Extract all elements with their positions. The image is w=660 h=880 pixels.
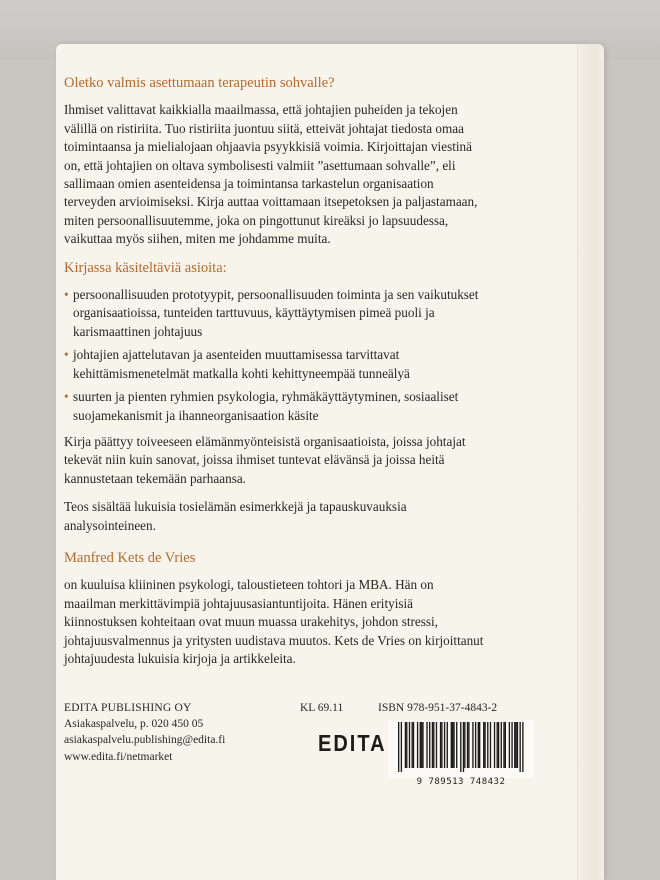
- barcode-bar: [421, 722, 422, 768]
- barcode-bar: [484, 722, 485, 768]
- barcode-bar: [503, 722, 504, 768]
- intro-paragraph: Ihmiset valittavat kaikkialla maailmassa, että johtajien puheiden ja tekojen välillä on ristiriita. Tuo ristiriita juontuu siitä, etteivät johtajat tiedosta omaa toimintaansa ja mielialojaan ohjaavia psyykkisiä voimia. Kirjoittajan viestinä on, että johtajien on oltava symbolisesti valmiit ”asettumaan sohvalle”, eli sallimaan omien asenteidensa ja toimintansa tarkastelun organisaation terveyden arvioimiseksi. Kirja auttaa voittamaan itsepetoksen ja paljastamaan, miten persoonallisuutemme, joka on pingottunut kireäksi jo lapsuudessa, vaikuttaa myös siihen, miten me johdamme muita.: [64, 102, 478, 247]
- barcode-bar: [405, 722, 406, 768]
- barcode-bar: [453, 722, 454, 768]
- barcode-bar: [472, 722, 473, 768]
- publisher-web: www.edita.fi/netmarket: [64, 750, 173, 763]
- barcode-bar: [444, 722, 445, 768]
- barcode-bar: [429, 722, 430, 768]
- barcode-bar: [478, 722, 479, 768]
- list-item-text: johtajien ajattelutavan ja asenteiden muuttamisessa tarvittavat kehittämismenetelmät matkalla kohti kehittyneempää tunneälyä: [73, 347, 410, 381]
- ending-paragraph: Kirja päättyy toiveeseen elämänmyönteisistä organisaatioista, joissa johtajat tekevät niin kuin sanovat, joissa ihmiset tuntevat elävänsä ja joissa heitä kannustetaan tekemään parhaansa.: [64, 433, 466, 486]
- edita-logo: EDITA: [318, 731, 387, 757]
- barcode-bar: [460, 722, 461, 772]
- isbn-number: ISBN 978-951-37-4843-2: [378, 702, 498, 714]
- barcode-bar: [494, 722, 495, 768]
- barcode-bar: [426, 722, 427, 768]
- barcode-bar: [440, 722, 441, 768]
- barcode-bar: [432, 722, 433, 768]
- barcode-bar: [509, 722, 510, 768]
- barcode-bar: [456, 722, 457, 768]
- barcode-bar: [490, 722, 491, 768]
- barcode-bar: [409, 722, 410, 768]
- list-item-text: persoonallisuuden prototyypit, persoonallisuuden toiminta ja sen vaikutukset organisaatioissa, tunteiden tarttuvuus, käyttäytymisen pimeä puoli ja karismaattinen johtajuus: [73, 287, 479, 339]
- barcode-bar: [501, 722, 502, 768]
- barcode-bar: [520, 722, 521, 772]
- barcode-bar: [511, 722, 512, 768]
- section-heading-topics: Kirjassa käsiteltäviä asioita:: [64, 259, 227, 276]
- publisher-email: asiakaspalvelu.publishing@edita.fi: [64, 734, 226, 747]
- author-name: Manfred Kets de Vries: [64, 549, 196, 566]
- barcode-icon: [388, 720, 534, 772]
- barcode-bar: [479, 722, 480, 768]
- barcode-bar: [412, 722, 413, 768]
- barcode-bar: [447, 722, 448, 768]
- list-item: [64, 286, 484, 341]
- barcode-bar: [515, 722, 516, 768]
- barcode-bar: [451, 722, 452, 768]
- barcode-bar: [417, 722, 418, 768]
- barcode-bar: [420, 722, 421, 768]
- publisher-info: [64, 700, 264, 765]
- barcode-bar: [468, 722, 469, 768]
- kl-code: KL 69.11: [300, 702, 344, 714]
- barcode-bar: [441, 722, 442, 768]
- barcode-digits: 9 789513 748432: [416, 777, 506, 787]
- barcode-bar: [522, 722, 523, 772]
- list-item-text: suurten ja pienten ryhmien psykologia, ryhmäkäyttäytyminen, sosiaaliset suojamekanismit ja ihanneorganisaation käsite: [73, 389, 459, 423]
- barcode-bar: [452, 722, 453, 768]
- barcode-bar: [487, 722, 488, 768]
- barcode-bar: [398, 722, 399, 772]
- section-heading-therapy: Oletko valmis asettumaan terapeutin sohvalle?: [64, 75, 335, 91]
- barcode-bar: [464, 722, 465, 768]
- bullet-icon: •: [64, 287, 69, 303]
- barcode: [388, 720, 534, 787]
- barcode-bar: [463, 722, 464, 772]
- author-bio: on kuuluisa kliininen psykologi, taloustieteen tohtori ja MBA. Hän on maailman merkittävimpiä johtajuusasiantuntijoita. Hänen erityisiä kiinnostuksen kohteitaan ovat muun muassa urakehitys, johdon stressi, johtajuusvalmennus ja yritysten uudistava muutos. Kets de Vries on kirjoittanut johtajuudesta lukuisia kirjoja ja artikkeleita.: [64, 577, 484, 666]
- examples-paragraph: Teos sisältää lukuisia tosielämän esimerkkejä ja tapauskuvauksia analysointeineen.: [64, 499, 407, 533]
- barcode-bar: [436, 722, 437, 768]
- list-item: [64, 346, 484, 383]
- barcode-bar: [517, 722, 518, 768]
- topics-list: [64, 286, 484, 425]
- cover-text: [64, 74, 484, 678]
- customer-service: Asiakaspalvelu, p. 020 450 05: [64, 718, 204, 731]
- barcode-bar: [467, 722, 468, 768]
- barcode-bar: [401, 722, 402, 772]
- barcode-bar: [483, 722, 484, 768]
- cover-edge: [577, 44, 604, 880]
- bullet-icon: •: [64, 347, 69, 363]
- barcode-bar: [505, 722, 506, 768]
- list-item: [64, 388, 484, 425]
- barcode-bar: [498, 722, 499, 768]
- bullet-icon: •: [64, 389, 69, 405]
- barcode-bar: [497, 722, 498, 768]
- barcode-bar: [433, 722, 434, 768]
- barcode-bar: [475, 722, 476, 768]
- barcode-bar: [406, 722, 407, 768]
- barcode-bar: [514, 722, 515, 768]
- barcode-bar: [422, 722, 423, 768]
- barcode-bar: [413, 722, 414, 768]
- publisher-name: EDITA PUBLISHING OY: [64, 702, 192, 714]
